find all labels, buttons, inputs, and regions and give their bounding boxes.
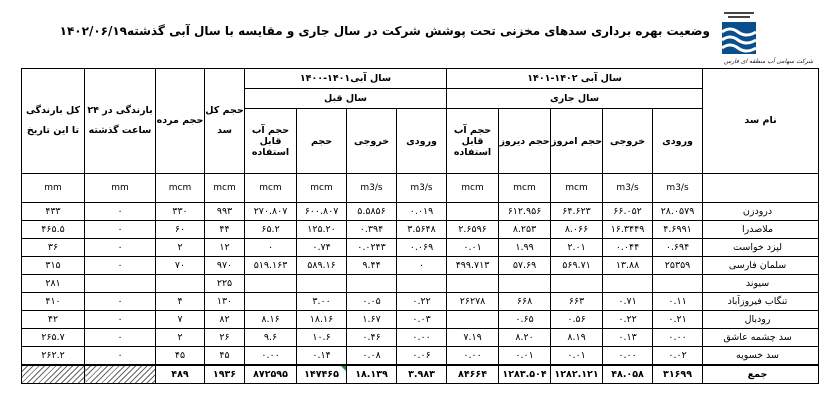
unit-dead-volume: mcm — [156, 174, 205, 203]
total-outflow-prev: ۱۸.۱۳۹ — [347, 365, 397, 384]
dam-name-cell: لپزد خواست — [703, 239, 819, 257]
inflow-prev-cell: ۰ — [397, 257, 447, 275]
total-usable-current: ۸۴۶۶۴ — [447, 365, 499, 384]
unit-blank — [703, 174, 819, 203]
volume-prev-cell: ۱۲۵.۲۰ — [297, 221, 347, 239]
dam-name-cell: سد چشمه عاشق — [703, 329, 819, 347]
total-volume-cell: ۴۵ — [205, 347, 245, 366]
rain-24h-cell: ۰ — [85, 293, 156, 311]
outflow-current-cell: ۰.۲۲ — [603, 311, 653, 329]
total-rain-24h-hatched — [85, 365, 156, 384]
outflow-prev-cell: ۱.۶۷ — [347, 311, 397, 329]
rain-24h-cell: ۰ — [85, 239, 156, 257]
outflow-prev-cell: ۰.۳۹۴ — [347, 221, 397, 239]
inflow-prev-cell — [397, 275, 447, 293]
dead-volume-cell: ۲ — [156, 329, 205, 347]
dead-volume-cell — [156, 275, 205, 293]
dam-name-cell: سیوند — [703, 275, 819, 293]
total-rain-total-hatched — [22, 365, 85, 384]
table-row — [22, 203, 819, 221]
rain-24h-cell: ۰ — [85, 257, 156, 275]
outflow-prev-cell: ۹.۴۴ — [347, 257, 397, 275]
total-dead-volume: ۴۸۹ — [156, 365, 205, 384]
header-sub-prev: سال قبل — [245, 89, 447, 109]
rain-24h-cell: ۰ — [85, 221, 156, 239]
dead-volume-cell: ۳۳۰ — [156, 203, 205, 221]
total-volume-cell: ۹۹۳ — [205, 203, 245, 221]
rain-total-cell: ۴۱۰ — [22, 293, 85, 311]
total-volume-cell: ۱۲ — [205, 239, 245, 257]
volume-prev-cell: ۱۰.۶ — [297, 329, 347, 347]
volume-prev-cell: ۶۰۰.۸۰۷ — [297, 203, 347, 221]
totals-row — [22, 365, 819, 384]
unit-total-volume: mcm — [205, 174, 245, 203]
inflow-prev-cell: ۰.۰۱۹ — [397, 203, 447, 221]
dam-name-cell: رودبال — [703, 311, 819, 329]
usable-current-cell: ۷.۱۹ — [447, 329, 499, 347]
rain-24h-cell: ۰ — [85, 311, 156, 329]
table-row — [22, 311, 819, 329]
dead-volume-cell: ۴۵ — [156, 347, 205, 366]
usable-prev-cell: ۵۱۹.۱۶۳ — [245, 257, 297, 275]
total-volume-prev: ۱۴۷۴۶۵ — [297, 365, 347, 384]
outflow-prev-cell: ۰.۰۵ — [347, 293, 397, 311]
dam-name-cell: ملاصدرا — [703, 221, 819, 239]
outflow-current-cell: ۰.۱۳ — [603, 329, 653, 347]
usable-prev-cell: ۰.۰۰ — [245, 347, 297, 366]
inflow-prev-cell: ۰.۰۶ — [397, 347, 447, 366]
usable-prev-cell — [245, 275, 297, 293]
total-vol-today: ۱۲۸۲.۱۲۱ — [551, 365, 603, 384]
unit-rain-24h: mm — [85, 174, 156, 203]
outflow-current-cell: ۰.۰۰ — [603, 347, 653, 366]
volume-prev-cell: ۳.۰۰ — [297, 293, 347, 311]
table-row — [22, 329, 819, 347]
rain-24h-cell: ۰ — [85, 203, 156, 221]
unit-outflow-prev: m3/s — [347, 174, 397, 203]
water-waves-icon — [718, 6, 826, 58]
rain-total-cell: ۲۶۲.۲ — [22, 347, 85, 366]
outflow-current-cell — [603, 275, 653, 293]
usable-prev-cell: ۶۵.۲ — [245, 221, 297, 239]
dead-volume-cell: ۷۰ — [156, 257, 205, 275]
total-volume-cell: ۸۲ — [205, 311, 245, 329]
volume-prev-cell: ۰.۷۴ — [297, 239, 347, 257]
vol-today-cell: ۶۶۳ — [551, 293, 603, 311]
total-volume-cell: ۲۶ — [205, 329, 245, 347]
vol-yesterday-cell: ۰.۰۱ — [499, 347, 551, 366]
vol-yesterday-cell: ۵۷.۶۹ — [499, 257, 551, 275]
vol-yesterday-cell: ۱.۹۹ — [499, 239, 551, 257]
header-year-current: سال آبی ۱۴۰۲-۱۴۰۱ — [447, 69, 703, 89]
header-vol-today: حجم امروز — [551, 109, 603, 174]
vol-today-cell: ۰.۰۱ — [551, 347, 603, 366]
rain-total-cell: ۴۳۳ — [22, 203, 85, 221]
inflow-current-cell: ۰.۰۲ — [653, 347, 703, 366]
rain-total-cell: ۳۶ — [22, 239, 85, 257]
usable-current-cell: ۲۶۲۷۸ — [447, 293, 499, 311]
inflow-current-cell: ۰.۰۰ — [653, 329, 703, 347]
header-usable-current: حجم آب قابل استفاده — [447, 109, 499, 174]
unit-inflow-current: m3/s — [653, 174, 703, 203]
usable-prev-cell: ۹.۶ — [245, 329, 297, 347]
volume-prev-cell: ۱۸.۱۶ — [297, 311, 347, 329]
page-title: وضعیت بهره برداری سدهای مخزنی تحت پوشش شرکت در سال جاری و مقایسه با سال آبی گذشته۱۴۰۲/۰۶/۱۹ — [59, 24, 710, 38]
header-usable-prev: حجم آب قابل استفاده — [245, 109, 297, 174]
dam-name-cell: سلمان فارسی — [703, 257, 819, 275]
header-outflow-prev: خروجی — [347, 109, 397, 174]
volume-prev-cell: ۰.۱۴ — [297, 347, 347, 366]
usable-current-cell: ۰.۰۰ — [447, 347, 499, 366]
vol-yesterday-cell: ۶۶۸ — [499, 293, 551, 311]
rain-total-cell: ۲۶۵.۷ — [22, 329, 85, 347]
inflow-current-cell: ۲۸.۰۵۷۹ — [653, 203, 703, 221]
company-logo — [718, 6, 826, 72]
unit-vol-today: mcm — [551, 174, 603, 203]
unit-vol-yesterday: mcm — [499, 174, 551, 203]
volume-prev-cell — [297, 275, 347, 293]
total-volume-cell: ۱۳۰ — [205, 293, 245, 311]
dead-volume-cell: ۶۰ — [156, 221, 205, 239]
unit-volume-prev: mcm — [297, 174, 347, 203]
total-volume-cell: ۲۲۵ — [205, 275, 245, 293]
table-row — [22, 239, 819, 257]
unit-rain-total: mm — [22, 174, 85, 203]
rain-total-cell: ۲۸۱ — [22, 275, 85, 293]
outflow-current-cell: ۱۳.۸۸ — [603, 257, 653, 275]
outflow-current-cell: ۰.۰۴۴ — [603, 239, 653, 257]
table-row — [22, 257, 819, 275]
vol-yesterday-cell: ۸.۲۰ — [499, 329, 551, 347]
usable-prev-cell: ۲۷۰.۸۰۷ — [245, 203, 297, 221]
vol-yesterday-cell: ۶۱۲.۹۵۶ — [499, 203, 551, 221]
header-sub-current: سال جاری — [447, 89, 703, 109]
outflow-current-cell: ۱۶.۳۴۴۹ — [603, 221, 653, 239]
total-total-volume: ۱۹۳۶ — [205, 365, 245, 384]
rain-24h-cell: ۰ — [85, 347, 156, 366]
rain-total-cell: ۳۱۵ — [22, 257, 85, 275]
outflow-current-cell: ۶۶.۰۵۲ — [603, 203, 653, 221]
vol-today-cell: ۲.۰۱ — [551, 239, 603, 257]
total-inflow-current: ۳۱۶۹۹ — [653, 365, 703, 384]
dam-status-table — [21, 68, 819, 384]
volume-prev-cell: ۵۸۹.۱۶ — [297, 257, 347, 275]
inflow-current-cell: ۰.۱۱ — [653, 293, 703, 311]
inflow-prev-cell: ۰.۰۶۹ — [397, 239, 447, 257]
table-row — [22, 275, 819, 293]
usable-current-cell: ۰.۰۱ — [447, 239, 499, 257]
header-outflow-current: خروجی — [603, 109, 653, 174]
header-rain-total: کل بارندگی تا این تاریخ — [22, 69, 85, 174]
total-vol-yesterday: ۱۲۸۳.۵۰۴ — [499, 365, 551, 384]
vol-today-cell — [551, 275, 603, 293]
header-rain-24h: بارندگی در ۲۴ ساعت گذشته — [85, 69, 156, 174]
rain-total-cell: ۴۲ — [22, 311, 85, 329]
usable-prev-cell — [245, 293, 297, 311]
total-volume-cell: ۴۴ — [205, 221, 245, 239]
inflow-current-cell: ۰.۶۹۴ — [653, 239, 703, 257]
table-row — [22, 293, 819, 311]
usable-prev-cell: ۰ — [245, 239, 297, 257]
unit-usable-prev: mcm — [245, 174, 297, 203]
dead-volume-cell: ۷ — [156, 311, 205, 329]
inflow-prev-cell: ۰.۰۳ — [397, 311, 447, 329]
inflow-prev-cell: ۰.۰۰ — [397, 329, 447, 347]
usable-current-cell: ۲.۶۵۹۶ — [447, 221, 499, 239]
vol-today-cell: ۸.۰۶۶ — [551, 221, 603, 239]
table-row — [22, 221, 819, 239]
outflow-prev-cell: ۰.۰۲۴۳ — [347, 239, 397, 257]
total-usable-prev: ۸۷۲۵۹۵ — [245, 365, 297, 384]
table-row — [22, 347, 819, 366]
vol-yesterday-cell: ۰.۶۵ — [499, 311, 551, 329]
dead-volume-cell: ۲ — [156, 239, 205, 257]
outflow-prev-cell: ۵.۵۸۵۶ — [347, 203, 397, 221]
dead-volume-cell: ۴ — [156, 293, 205, 311]
vol-today-cell: ۶۴.۶۲۳ — [551, 203, 603, 221]
outflow-prev-cell: ۰.۰۸ — [347, 347, 397, 366]
total-inflow-prev: ۳.۹۸۳ — [397, 365, 447, 384]
usable-current-cell: ۴۹۹.۷۱۳ — [447, 257, 499, 275]
vol-yesterday-cell: ۸.۲۵۳ — [499, 221, 551, 239]
header-volume-prev: حجم — [297, 109, 347, 174]
rain-24h-cell — [85, 275, 156, 293]
dam-name-cell: سد خسویه — [703, 347, 819, 366]
outflow-prev-cell — [347, 275, 397, 293]
total-outflow-current: ۴۸.۰۵۸ — [603, 365, 653, 384]
unit-inflow-prev: m3/s — [397, 174, 447, 203]
outflow-current-cell: ۰.۷۱ — [603, 293, 653, 311]
header-inflow-current: ورودی — [653, 109, 703, 174]
header-inflow-prev: ورودی — [397, 109, 447, 174]
inflow-current-cell — [653, 275, 703, 293]
dam-name-cell: تنگاب فیروزآباد — [703, 293, 819, 311]
total-volume-cell: ۹۷۰ — [205, 257, 245, 275]
rain-24h-cell: ۰ — [85, 329, 156, 347]
header-dead-volume: حجم مرده — [156, 69, 205, 174]
header-vol-yesterday: حجم دیروز — [499, 109, 551, 174]
header-dam-name: نام سد — [703, 69, 819, 174]
inflow-current-cell: ۰.۲۱ — [653, 311, 703, 329]
header-year-prev: سال آبی۱۴۰۱-۱۴۰۰ — [245, 69, 447, 89]
vol-today-cell: ۸.۱۹ — [551, 329, 603, 347]
inflow-prev-cell: ۳.۵۶۴۸ — [397, 221, 447, 239]
totals-label: جمع — [703, 365, 819, 384]
vol-today-cell: ۵۶۹.۷۱ — [551, 257, 603, 275]
dam-name-cell: درودزن — [703, 203, 819, 221]
inflow-prev-cell: ۰.۲۲ — [397, 293, 447, 311]
unit-outflow-current: m3/s — [603, 174, 653, 203]
header-total-volume: حجم کل سد — [205, 69, 245, 174]
usable-current-cell — [447, 203, 499, 221]
inflow-current-cell: ۲۵۳۵۹ — [653, 257, 703, 275]
vol-yesterday-cell — [499, 275, 551, 293]
usable-prev-cell: ۸.۱۶ — [245, 311, 297, 329]
unit-usable-current: mcm — [447, 174, 499, 203]
outflow-prev-cell: ۰.۴۶ — [347, 329, 397, 347]
logo-caption: شرکت سهامی آب منطقه ای فارس — [724, 58, 814, 65]
inflow-current-cell: ۴.۶۹۹۱ — [653, 221, 703, 239]
usable-current-cell — [447, 311, 499, 329]
rain-total-cell: ۴۶۵.۵ — [22, 221, 85, 239]
usable-current-cell — [447, 275, 499, 293]
vol-today-cell: ۰.۵۶ — [551, 311, 603, 329]
